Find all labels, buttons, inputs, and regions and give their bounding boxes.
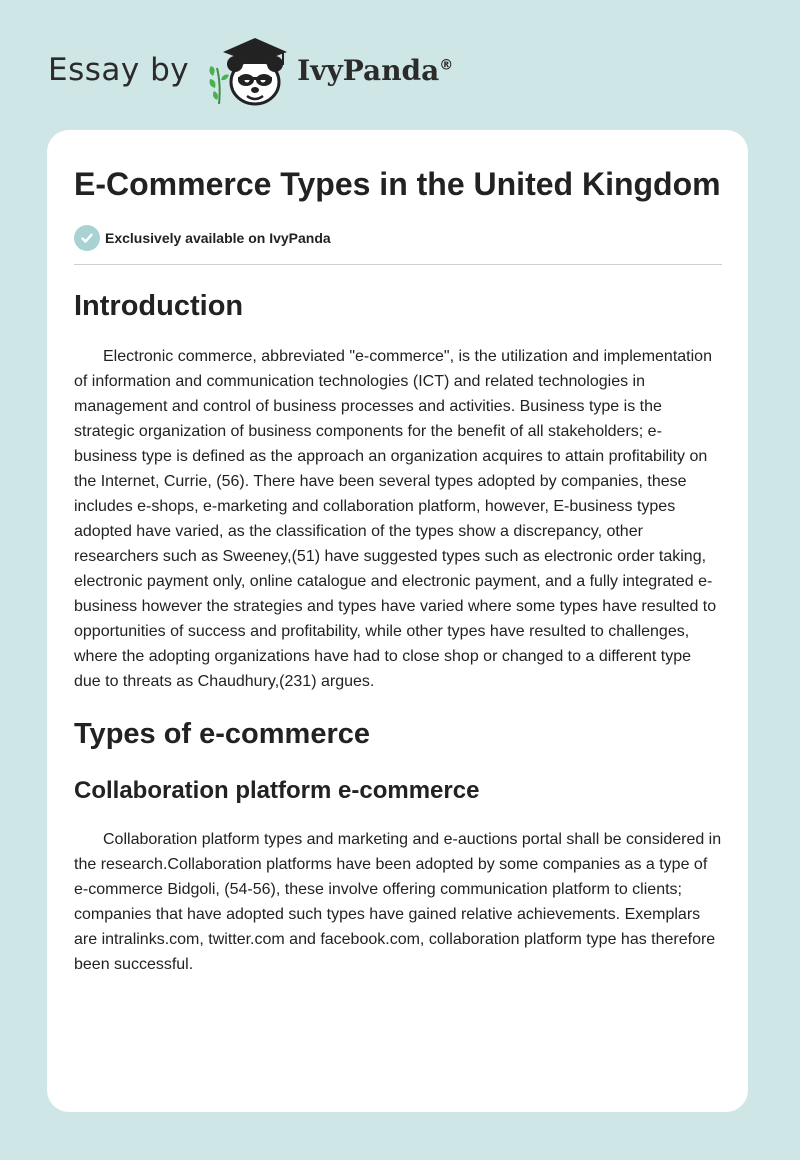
section-heading-types: Types of e-commerce <box>74 718 371 750</box>
collaboration-paragraph: Collaboration platform types and marketing and e-auctions portal shall be considered in the research.Collaboration platforms have been adopted by some companies as a type of e-commerce Bidgoli, (54-56), these involve offering communication platform to clients; companies that have adopted such types have gained relative achievements. Exemplars are intralinks.com, twitter.com and facebook.com, collaboration platform type has therefore been successful. <box>74 831 722 973</box>
brand-name <box>297 54 453 87</box>
brand-name-text: IvyPanda <box>297 53 440 87</box>
registered-mark: ® <box>439 57 454 74</box>
panda-graduate-icon <box>203 30 293 110</box>
subsection-heading-collaboration: Collaboration platform e-commerce <box>74 777 480 804</box>
check-circle-icon <box>74 225 100 251</box>
essay-by-label: Essay by <box>48 52 190 88</box>
section-heading-introduction: Introduction <box>74 290 244 322</box>
exclusive-badge-text: Exclusively available on IvyPanda <box>105 230 331 246</box>
brand-header <box>48 30 453 110</box>
page-title: E-Commerce Types in the United Kingdom <box>74 166 721 202</box>
exclusive-badge <box>74 225 722 265</box>
article-card <box>47 130 748 1112</box>
introduction-paragraph: Electronic commerce, abbreviated "e-commerce", is the utilization and implementation of information and communication technologies (ICT) and related technologies in management and control of business processes and activities. Business type is the strategic organization of business components for the benefit of all stakeholders; e-business type is defined as the approach an organization acquires to attain profitability on the Internet, Currie, (56). There have been several types adopted by companies, these includes e-shops, e-marketing and collaboration platform, however, E-business types adopted have varied, as the classification of the types show a discrepancy, other researchers such as Sweeney,(51) have suggested types such as electronic order taking, electronic payment only, online catalogue and electronic payment, and a fully integrated e-business however the strategies and types have varied where some types have resulted to opportunities of success and profitability, while other types have resulted to challenges, where the adopting organizations have had to close shop or changed to a different type due to threats as Chaudhury,(231) argues. <box>74 348 717 690</box>
